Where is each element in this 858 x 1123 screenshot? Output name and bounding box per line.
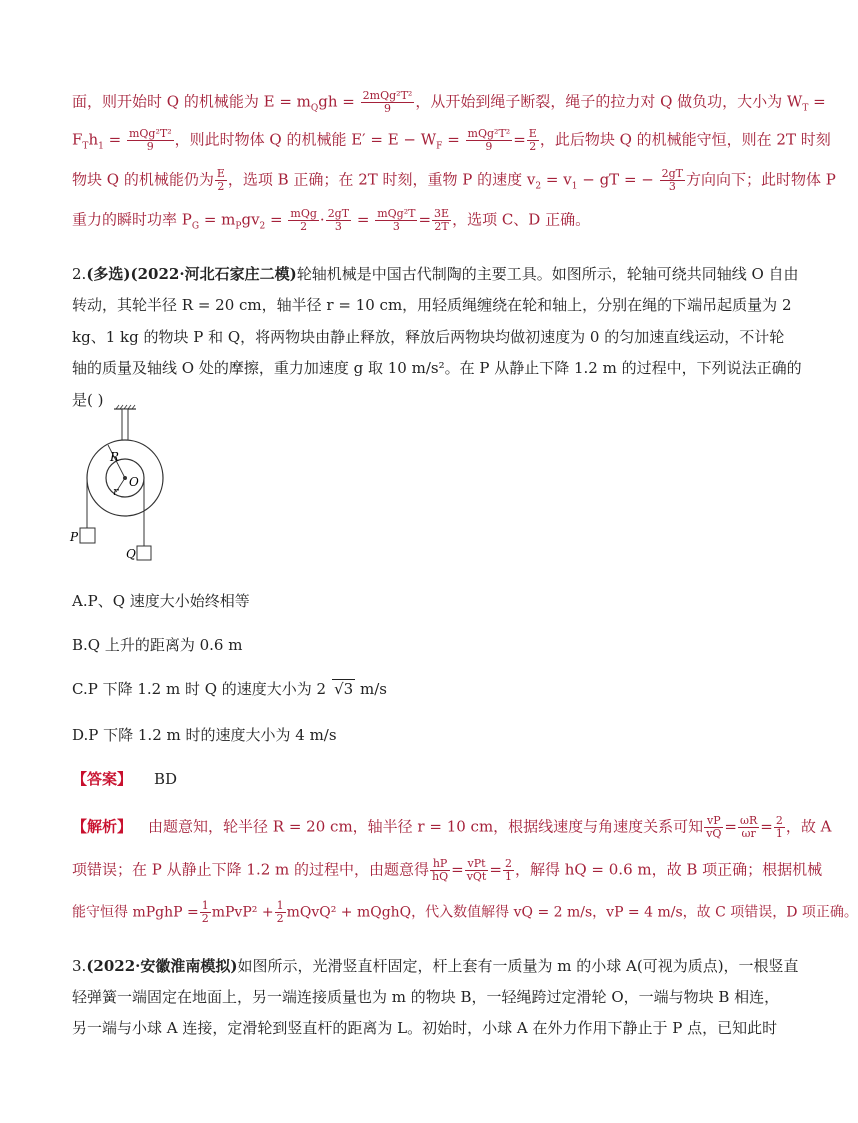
fraction: $\frac{\omega R}{\omega r}$ [740,814,758,840]
q3-stem-line-3: 另一端与小球 A 连接，定滑轮到竖直杆的距离为 L。初始时，小球 A 在外力作用下静止于 P 点，已知此时 [72,1019,778,1037]
fraction: $\frac{E}{2}$ [528,127,537,153]
q2-stem-line-5: 是( ) [72,391,104,409]
fraction: $\frac{\text{mQg²T²}}{9}$ [128,127,172,153]
fraction: $\frac{2gT}{3}$ [327,207,350,233]
option-b: B.Q 上升的距离为 0.6 m [72,636,243,654]
fraction: $\frac{2}{1}$ [775,814,783,840]
q1-solution-line-2: $F_Th_1$ = $\frac{\text{mQg²T²}}{9}$ ，则此时物体 Q 的机械能 $E' = E - W_F$ = $\frac{\text{mQg²T²}}{9}$ = $\frac{E}{2}$ ，此后物块 Q 的机械能守恒，则在 2T 时刻 [72,127,831,153]
q2-stem-line-4: 轴的质量及轴线 O 处的摩擦，重力加速度 g 取 10 m/s²。在 P 从静止下降 1.2 m 的过程中，下列说法正确的 [72,359,802,377]
analysis-line-2: 项错误；在 P 从静止下降 1.2 m 的过程中，由题意得 $\frac{hP}{hQ}$ = $\frac{\text{vPt}}{\text{vQt}}$ = $\frac{2}{1}$ ，解得 hQ = 0.6 m，故 B 项正确；根据机械 [72,857,823,883]
q3-stem-line-2: 轻弹簧一端固定在地面上，另一端连接质量也为 m 的物块 B，一轻绳跨过定滑轮 O，一端与物块 B 相连， [72,988,780,1006]
label-P: P [70,530,79,544]
label-r: r [113,485,119,498]
analysis-line-3: 能守恒得 mPghP = $\frac{1}{2}$ mPvP² + $\frac{1}{2}$ mQvQ² + mQghQ，代入数值解得 vQ = 2 m/s，vP = 4 m/s，故 C 项错误，D 项正确。 [72,899,858,925]
q1-solution-line-3: 物块 Q 的机械能仍为 $\frac{E}{2}$ ，选项 B 正确；在 2T 时刻，重物 P 的速度 $v_2 = v_1$ − gT = − $\frac{2gT}{3}$ 方向向下；此时物体 P [72,167,836,193]
option-d: D.P 下降 1.2 m 时的速度大小为 4 m/s [72,726,337,744]
fraction: $\frac{\text{2mQg²T²}}{9}$ [362,89,413,115]
fraction: $\frac{vP}{vQ}$ [706,814,722,840]
fraction: $\frac{\text{mQg²T}}{3}$ [377,207,416,233]
q1-solution-line-4: 重力的瞬时功率 $P_G = m_Pgv_2$ = $\frac{\text{mQg}}{2}$ · $\frac{2gT}{3}$ = $\frac{\text{mQg²T}}{3}$ = $\frac{3E}{2T}$ ，选项 C、D 正确。 [72,207,591,233]
wheel-axle-figure [70,400,170,570]
q3-stem-line-1: 3.(2022·安徽淮南模拟)如图所示，光滑竖直杆固定，杆上套有一质量为 m 的小球 A(可视为质点)，一根竖直 [72,957,799,975]
label-O: O [129,475,139,489]
analysis-line-1: 【解析】 由题意知，轮半径 R = 20 cm，轴半径 r = 10 cm，根据线速度与角速度关系可知 $\frac{vP}{vQ}$ = $\frac{\omega R}{\omega r}$ = $\frac{2}{1}$ ，故 A [72,814,832,840]
fraction: $\frac{E}{2}$ [216,167,225,193]
fraction: $\frac{\text{mQg²T²}}{9}$ [467,127,511,153]
fraction: $\frac{3E}{2T}$ [434,207,450,233]
q2-stem-line-3: kg、1 kg 的物块 P 和 Q，将两物块由静止释放，释放后两物块均做初速度为 0 的匀加速直线运动，不计轮 [72,328,785,346]
q2-stem-line-2: 转动，其轮半径 R = 20 cm，轴半径 r = 10 cm，用轻质绳缠绕在轮和轴上，分别在绳的下端吊起质量为 2 [72,296,792,314]
fraction: $\frac{1}{2}$ [276,899,284,925]
option-a: A.P、Q 速度大小始终相等 [72,592,250,610]
fraction: $\frac{\text{vPt}}{\text{vQt}}$ [466,857,487,883]
fraction: $\frac{2gT}{3}$ [661,167,684,193]
fraction: $\frac{1}{2}$ [201,899,209,925]
label-R: R [110,450,120,464]
fraction: $\frac{2}{1}$ [504,857,512,883]
option-c: C.P 下降 1.2 m 时 Q 的速度大小为 2 √3 m/s [72,680,387,698]
fraction: $\frac{\text{mQg}}{2}$ [290,207,317,233]
q1-solution-line-1: 面，则开始时 Q 的机械能为 $E = m_Qgh$ = $\frac{\text{2mQg²T²}}{9}$ ，从开始到绳子断裂，绳子的拉力对 Q 做负功，大小为 $W_T$ = [72,89,826,115]
answer-line: 【答案】 BD [72,770,178,788]
label-Q: Q [126,547,136,561]
fraction: $\frac{hP}{hQ}$ [432,857,449,883]
q2-stem-line-1: 2.(多选)(2022·河北石家庄二模)轮轴机械是中国古代制陶的主要工具。如图所示，轮轴可绕共同轴线 O 自由 [72,265,799,283]
